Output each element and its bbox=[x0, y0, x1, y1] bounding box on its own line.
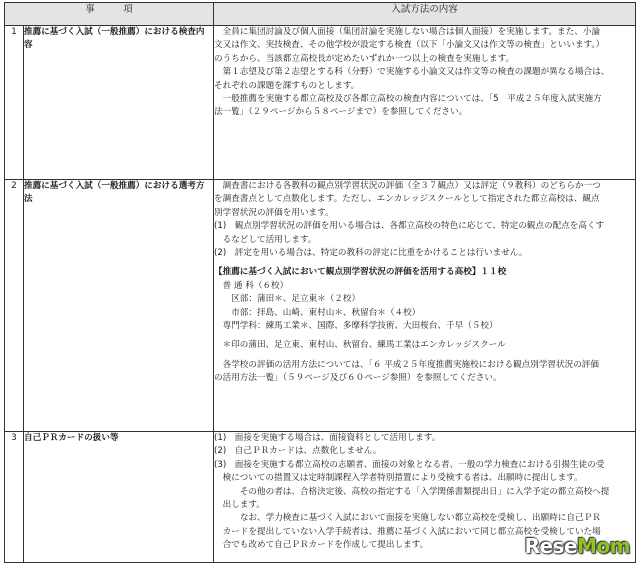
content-line: 調査書における各教科の観点別学習状況の評価（全３７観点）又は評定（９教科）のどちらか一つ bbox=[222, 181, 601, 191]
content-line: 【推薦に基づく入試において観点別学習状況の評価を活用する高校】１１校 bbox=[214, 267, 507, 278]
content-line: 各学校の評価の活用方法については、「６ 平成２５年度推薦実施校における観点別学習状況の評価 bbox=[222, 359, 599, 370]
row-number: 1 bbox=[5, 26, 24, 180]
row-content bbox=[214, 180, 636, 432]
content-line: 別学習状況の評価を用います。 bbox=[214, 207, 334, 218]
resemom-logo: ReseMom bbox=[524, 534, 630, 558]
content-line: (3) 面接を実施する都立高校の志願者、面接の対象となる者、一般の学力検査における引揚生徒の受 bbox=[214, 459, 605, 470]
header-content: 入試方法の内容 bbox=[214, 3, 636, 26]
content-line: 専門学科：練馬工業＊、国際、多摩科学技術、大田桜台、千早（５校） bbox=[222, 321, 498, 332]
content-line: 合でも改めて自己ＰＲカードを作成して提出します。 bbox=[222, 540, 429, 551]
content-line: 区部：蒲田＊、足立東＊（２校） bbox=[231, 294, 361, 305]
header-item: 事 項 bbox=[5, 3, 214, 26]
content-line: なお、学力検査に基づく入試において面接を実施しない都立高校を受検し、出願時に自己ＰＲ bbox=[239, 513, 601, 524]
content-line: それぞれの課題を課すものとします。 bbox=[214, 80, 360, 91]
content-line: の活用方法一覧」（５９ページ及び６０ページ参照）を参照してください。 bbox=[214, 373, 502, 384]
table-row bbox=[5, 180, 636, 432]
table-row bbox=[5, 26, 636, 180]
row-content bbox=[214, 26, 636, 180]
content-line: その他の者は、合格決定後、高校の指定する「入学関係書類提出日」に入学予定の都立高校へ提 bbox=[239, 486, 610, 497]
content-line: (1) 面接を実施する場合は、面接資料として活用します。 bbox=[214, 433, 441, 443]
content-line: のうちから、当該都立高校長が定めたいずれか一つ以上の検査を実施します。 bbox=[214, 53, 515, 64]
content-line: 全員に集団討論及び個人面接（集団討論を実施しない場合は個人面接）を実施します。また、小論 bbox=[222, 27, 601, 37]
content-line: 一般推薦を実施する都立高校及び各都立高校の検査内容については、「5 平成２５年度入試実施方 bbox=[222, 94, 602, 105]
content-line: 市部：拝島、山崎、東村山＊、秋留台＊（４校） bbox=[231, 307, 421, 318]
entrance-exam-table bbox=[4, 2, 636, 563]
content-line: るなどして活用します。 bbox=[222, 234, 317, 245]
content-line: 第１志望及び第２志望とする科（分野）で実施する小論文又は作文等の検査の課題が異なる場合は、 bbox=[222, 67, 610, 78]
row-number: 2 bbox=[5, 180, 24, 432]
row-item: 自己ＰＲカードの扱い等 bbox=[24, 432, 214, 563]
row-item: 推薦に基づく入試（一般推薦）における検査内容 bbox=[24, 26, 214, 180]
content-line: カードを提出していない入学手続者は、推薦に基づく入試において同じ都立高校を受検していた場 bbox=[222, 526, 601, 537]
content-line: (2) 自己ＰＲカードは、点数化しません。 bbox=[214, 446, 382, 457]
row-item: 推薦に基づく入試（一般推薦）における選考方法 bbox=[24, 180, 214, 432]
content-line: (2) 評定を用いる場合は、特定の教科の評定に比重をかけることは行いません。 bbox=[214, 248, 528, 259]
content-line: 検についての措置又は定時制課程入学者特別措置により受検する者は、出願時に提出します。 bbox=[222, 473, 583, 484]
table-header-row bbox=[5, 3, 636, 26]
content-line: (1) 観点別学習状況の評価を用いる場合は、各都立高校の特色に応じて、特定の観点の配点を高くす bbox=[214, 221, 605, 232]
content-line: を調査書点として点数化します。ただし、エンカレッジスクールとして指定された都立高校は、観点 bbox=[214, 194, 600, 205]
content-line: 法一覧」（２９ページから５８ページまで）を参照してください。 bbox=[214, 107, 468, 118]
content-line: 出します。 bbox=[222, 500, 265, 511]
row-number: 3 bbox=[5, 432, 24, 563]
content-line: ＊印の蒲田、足立東、東村山、秋留台、練馬工業はエンカレッジスクール bbox=[222, 340, 506, 351]
content-line: 普 通 科（６校） bbox=[222, 280, 289, 291]
content-line: 文又は作文、実技検査、その他学校が設定する検査（以下「小論文又は作文等の検査」といいます。） bbox=[214, 40, 605, 51]
